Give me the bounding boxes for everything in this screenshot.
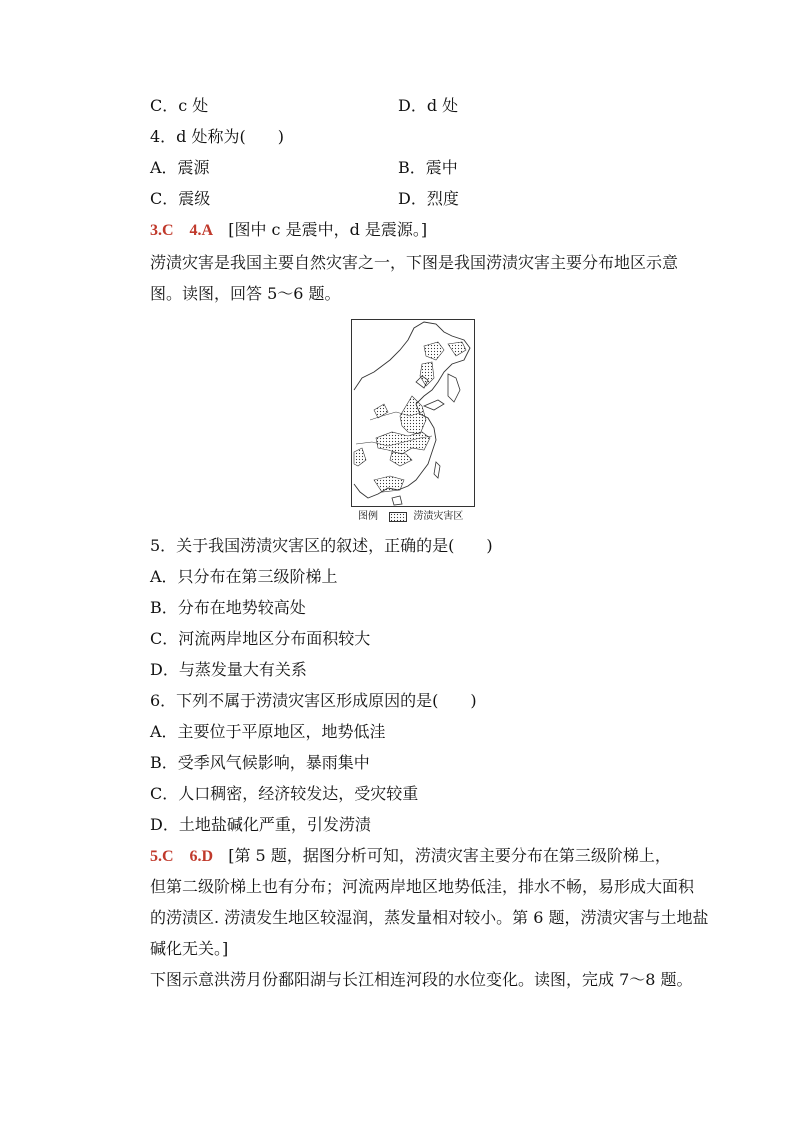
zone-northeast bbox=[424, 342, 444, 360]
answer-3-4 bbox=[150, 218, 427, 243]
answer-key: 5.C 6.D bbox=[150, 848, 214, 865]
intro-5-6-line-1: 涝渍灾害是我国主要自然灾害之一，下图是我国涝渍灾害主要分布地区示意 bbox=[150, 253, 679, 272]
zone-sichuan bbox=[354, 448, 366, 466]
q5-option-b: B．分布在地势较高处 bbox=[150, 598, 306, 617]
map-legend bbox=[358, 510, 463, 524]
zone-hetao bbox=[374, 404, 388, 418]
answer-5-6-line-4: 碱化无关。] bbox=[150, 939, 229, 958]
korea-peninsula bbox=[448, 374, 460, 402]
taiwan-island bbox=[434, 462, 440, 478]
legend-title: 图例 bbox=[358, 511, 378, 522]
answer-5-6-line-3: 的涝渍区. 涝渍发生地区较湿润，蒸发量相对较小。第 6 题，涝渍灾害与土地盐 bbox=[150, 908, 709, 927]
intro-5-6-line-2: 图。读图，回答 5～6 题。 bbox=[150, 284, 341, 303]
zone-sanjiang bbox=[448, 342, 466, 356]
china-east-map-svg bbox=[352, 320, 474, 506]
answer-5-6-line-2: 但第二级阶梯上也有分布；河流两岸地区地势低洼，排水不畅，易形成大面积 bbox=[150, 877, 695, 896]
q6-option-b: B．受季风气候影响，暴雨集中 bbox=[150, 753, 370, 772]
waterlogging-map bbox=[351, 319, 475, 507]
q3-option-c: C．c 处 bbox=[150, 96, 209, 115]
intro-7-8: 下图示意洪涝月份鄱阳湖与长江相连河段的水位变化。读图，完成 7～8 题。 bbox=[150, 970, 693, 989]
legend-item-label: 涝渍灾害区 bbox=[413, 511, 464, 522]
q4-option-a: A．震源 bbox=[150, 158, 210, 177]
hatch-swatch-icon bbox=[389, 512, 407, 522]
q5-option-d: D．与蒸发量大有关系 bbox=[150, 660, 307, 679]
answer-explanation: [图中 c 是震中，d 是震源。] bbox=[228, 220, 428, 239]
q6-option-d: D．土地盐碱化严重，引发涝渍 bbox=[150, 815, 371, 834]
q4-option-b: B．震中 bbox=[398, 158, 458, 177]
q5-option-a: A．只分布在第三级阶梯上 bbox=[150, 567, 338, 586]
answer-explanation: [第 5 题，据图分析可知，涝渍灾害主要分布在第三级阶梯上， bbox=[228, 846, 671, 865]
q4-option-d: D．烈度 bbox=[398, 189, 459, 208]
hainan-island bbox=[392, 496, 402, 505]
q6-option-a: A．主要位于平原地区，地势低洼 bbox=[150, 722, 386, 741]
answer-5-6-line-1 bbox=[150, 844, 671, 869]
zone-yangtze bbox=[376, 432, 430, 454]
shandong-peninsula bbox=[424, 400, 444, 410]
zone-dongting-poyang bbox=[390, 452, 412, 466]
zone-liaohe bbox=[420, 362, 434, 386]
zone-pearl-delta bbox=[374, 476, 404, 492]
q5-stem: 5．关于我国涝渍灾害区的叙述，正确的是( ) bbox=[150, 536, 493, 555]
q3-option-d: D．d 处 bbox=[398, 96, 459, 115]
q5-option-c: C．河流两岸地区分布面积较大 bbox=[150, 629, 371, 648]
q6-option-c: C．人口稠密，经济较发达，受灾较重 bbox=[150, 784, 419, 803]
answer-key: 3.C 4.A bbox=[150, 222, 214, 239]
q4-stem: 4．d 处称为( ) bbox=[150, 127, 284, 146]
q4-option-c: C．震级 bbox=[150, 189, 211, 208]
q6-stem: 6．下列不属于涝渍灾害区形成原因的是( ) bbox=[150, 691, 477, 710]
